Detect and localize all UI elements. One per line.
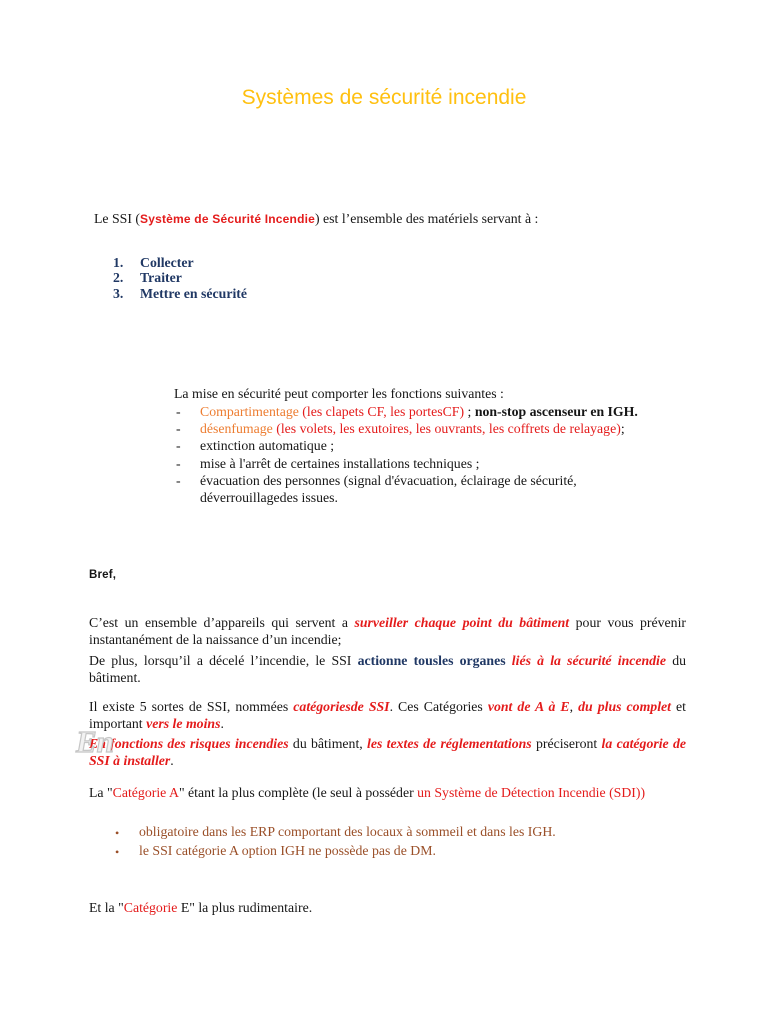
bullet-list-item bbox=[115, 823, 660, 842]
text-segment: actionne tousles organes bbox=[357, 652, 512, 668]
list-item-text bbox=[140, 255, 413, 270]
text-segment: un Système de Détection Incendie (SDI)) bbox=[417, 784, 646, 800]
list-item-text bbox=[139, 823, 660, 842]
text-segment: En fonctions des risques incendies bbox=[89, 735, 289, 751]
text-segment: La mise en sécurité peut comporter les fonctions suivantes : bbox=[174, 385, 504, 401]
text-segment: du bâtiment. bbox=[89, 652, 686, 686]
list-marker: • bbox=[115, 845, 120, 860]
list-marker: - bbox=[176, 421, 181, 437]
text-segment: . bbox=[220, 716, 224, 732]
text-segment: De plus, lorsqu’il a décelé l’incendie, le SSI bbox=[89, 652, 358, 668]
text-segment: préciseront bbox=[531, 735, 602, 751]
list-item-text bbox=[200, 455, 658, 472]
functions-intro-paragraph bbox=[174, 385, 594, 403]
dash-list-item bbox=[176, 437, 658, 454]
page-title: Systèmes de sécurité incendie bbox=[241, 86, 527, 109]
text-segment: ) est l’ensemble des matériels servant à : bbox=[315, 210, 539, 226]
bullet-list-item bbox=[115, 842, 660, 861]
text-segment: pour vous prévenir instantanément de la naissance d’un incendie; bbox=[89, 614, 686, 648]
text-segment: Système de Sécurité Incendie bbox=[140, 211, 316, 226]
text-segment: non-stop ascenseur en IGH. bbox=[474, 404, 638, 419]
text-segment: Et la " bbox=[89, 899, 124, 915]
text-segment: désenfumage bbox=[200, 421, 273, 437]
text-segment: vers le moins bbox=[146, 716, 221, 732]
numbered-list-item bbox=[113, 270, 413, 285]
text-segment: . bbox=[170, 753, 174, 769]
text-segment: , bbox=[569, 698, 579, 714]
category-e-paragraph bbox=[89, 899, 509, 917]
text-segment: du plus complet bbox=[578, 698, 671, 714]
numbered-list-item bbox=[113, 286, 413, 301]
text-segment: Le SSI ( bbox=[94, 210, 140, 226]
categories-paragraph bbox=[89, 698, 686, 733]
text-segment: vont de A à E bbox=[487, 698, 570, 714]
text-segment: surveiller chaque point du bâtiment bbox=[354, 614, 570, 630]
list-marker: - bbox=[176, 472, 181, 488]
list-item-text bbox=[140, 286, 413, 301]
list-marker: - bbox=[176, 438, 181, 454]
text-segment: Catégorie A bbox=[112, 784, 179, 800]
text-segment: " étant la plus complète (le seul à posséder bbox=[178, 784, 418, 800]
text-segment: catégoriesde SSI bbox=[293, 698, 390, 714]
list-marker: - bbox=[176, 404, 181, 419]
text-segment: (les clapets CF, les portesCF) bbox=[298, 404, 465, 419]
text-segment: du bâtiment, bbox=[288, 735, 368, 751]
text-segment: obligatoire dans les ERP comportant des locaux à sommeil et dans les IGH. bbox=[139, 824, 556, 839]
list-item-text bbox=[200, 420, 658, 437]
text-segment: Collecter bbox=[140, 255, 194, 270]
regulations-paragraph bbox=[89, 735, 686, 770]
text-segment: et important bbox=[89, 698, 687, 732]
text-segment: mise à l'arrêt de certaines installations techniques ; bbox=[200, 455, 480, 471]
list-marker: 2. bbox=[113, 270, 124, 286]
text-segment: C’est un ensemble d’appareils qui servent a bbox=[89, 614, 355, 630]
text-segment: E" la plus rudimentaire. bbox=[177, 899, 313, 915]
ssi-actions-list bbox=[113, 255, 413, 301]
list-item-text bbox=[200, 403, 658, 420]
list-item-text bbox=[200, 472, 658, 506]
intro-paragraph bbox=[94, 210, 654, 229]
safety-functions-list bbox=[176, 403, 658, 506]
list-item-text bbox=[139, 842, 660, 861]
surveillance-paragraph bbox=[89, 614, 686, 649]
text-segment: . Ces Catégories bbox=[389, 698, 488, 714]
text-segment: les textes de réglementations bbox=[367, 735, 532, 751]
text-segment: la catégorie de SSI à installer bbox=[89, 735, 686, 769]
text-segment: extinction automatique ; bbox=[200, 438, 335, 454]
text-segment: le SSI catégorie A option IGH ne possède pas de DM. bbox=[139, 843, 436, 859]
text-segment: liés à la sécurité incendie bbox=[511, 652, 667, 668]
text-segment: évacuation des personnes (signal d'évacuation, éclairage de sécurité, déverrouillagedes issues. bbox=[200, 472, 577, 506]
text-segment: ; bbox=[464, 404, 475, 419]
text-segment: Traiter bbox=[140, 270, 182, 286]
dash-list-item bbox=[176, 472, 658, 506]
numbered-list-item bbox=[113, 255, 413, 270]
list-marker: • bbox=[115, 826, 120, 840]
text-segment: (les volets, les exutoires, les ouvrants, les coffrets de relayage) bbox=[272, 421, 621, 437]
list-item-text bbox=[200, 437, 658, 454]
list-marker: 1. bbox=[113, 255, 124, 270]
category-a-paragraph bbox=[89, 784, 701, 802]
dash-list-item bbox=[176, 420, 658, 437]
text-segment: Compartimentage bbox=[200, 404, 299, 419]
text-segment: Catégorie bbox=[123, 899, 178, 915]
dash-list-item bbox=[176, 403, 658, 420]
list-marker: - bbox=[176, 455, 181, 471]
text-segment: Il existe 5 sortes de SSI, nommées bbox=[89, 698, 294, 714]
dash-list-item bbox=[176, 455, 658, 472]
list-marker: 3. bbox=[113, 285, 124, 301]
activation-paragraph bbox=[89, 652, 686, 687]
text-segment: ; bbox=[620, 421, 625, 437]
category-a-bullet-list bbox=[115, 823, 660, 861]
watermark-text: En bbox=[76, 724, 114, 759]
text-segment: Mettre en sécurité bbox=[140, 285, 247, 301]
bref-label: Bref, bbox=[89, 569, 117, 581]
text-segment: La " bbox=[89, 784, 113, 800]
list-item-text bbox=[140, 270, 413, 285]
